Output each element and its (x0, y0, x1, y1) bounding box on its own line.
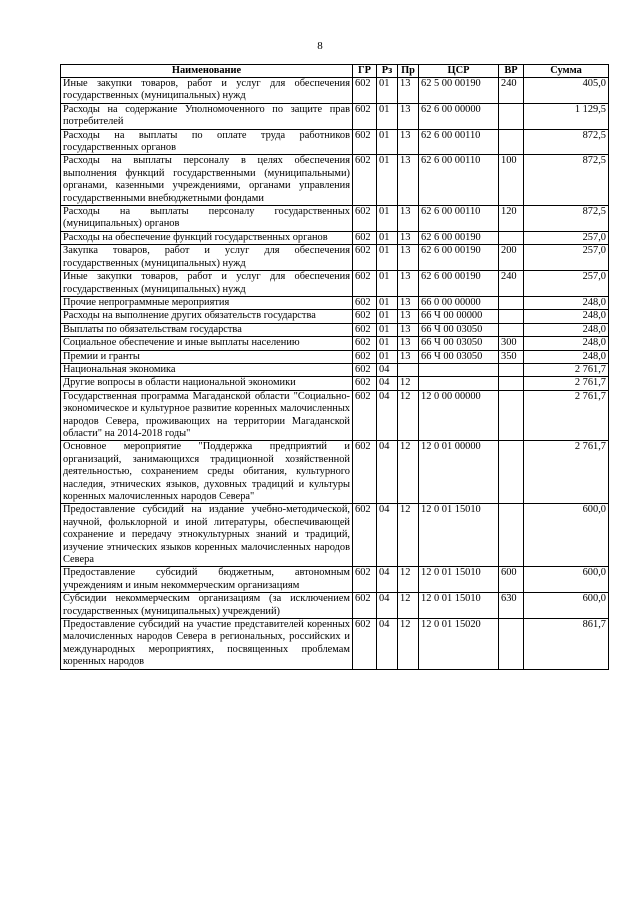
row-rz: 04 (377, 619, 398, 670)
row-pr: 12 (398, 593, 419, 619)
row-name: Расходы на выполнение других обязательств государства (61, 310, 353, 323)
row-gr: 602 (353, 567, 377, 593)
row-rz: 01 (377, 350, 398, 363)
row-sum: 2 761,7 (524, 441, 609, 504)
row-rz: 04 (377, 504, 398, 567)
row-gr: 602 (353, 363, 377, 376)
row-gr: 602 (353, 504, 377, 567)
row-name: Субсидии некоммерческим организациям (за исключением государственных (муниципальных) учреждений) (61, 593, 353, 619)
header-pr: Пр (398, 65, 419, 78)
row-gr: 602 (353, 377, 377, 390)
table-row (61, 441, 609, 504)
row-name: Расходы на обеспечение функций государственных органов (61, 231, 353, 244)
row-name: Расходы на выплаты по оплате труда работников государственных органов (61, 129, 353, 155)
row-csr: 66 0 00 00000 (419, 296, 499, 309)
row-vr (499, 129, 524, 155)
row-vr: 630 (499, 593, 524, 619)
row-gr: 602 (353, 323, 377, 336)
row-rz: 01 (377, 206, 398, 232)
row-vr (499, 619, 524, 670)
row-sum: 248,0 (524, 296, 609, 309)
row-gr: 602 (353, 296, 377, 309)
row-pr: 12 (398, 377, 419, 390)
table-row (61, 310, 609, 323)
row-name: Предоставление субсидий бюджетным, автономным учреждениям и иным некоммерческим организациям (61, 567, 353, 593)
row-name: Прочие непрограммные мероприятия (61, 296, 353, 309)
row-name: Государственная программа Магаданской области "Социально-экономическое и культурное развитие коренных малочисленных народов Севера, проживающих на территории Магаданской области" на 2014-2018 годы" (61, 390, 353, 441)
row-pr: 13 (398, 231, 419, 244)
row-sum: 257,0 (524, 245, 609, 271)
table-row (61, 350, 609, 363)
row-name: Предоставление субсидий на участие представителей коренных малочисленных народов Севера в региональных, российских и международных мероприятиях, посвященных проблемам коренных народов (61, 619, 353, 670)
row-gr: 602 (353, 103, 377, 129)
table-row (61, 504, 609, 567)
row-vr (499, 441, 524, 504)
row-rz: 04 (377, 390, 398, 441)
table-row (61, 206, 609, 232)
row-name: Выплаты по обязательствам государства (61, 323, 353, 336)
row-rz: 04 (377, 377, 398, 390)
row-csr: 12 0 01 15010 (419, 567, 499, 593)
row-sum: 405,0 (524, 78, 609, 104)
row-name: Расходы на выплаты персоналу в целях обеспечения выполнения функций государственными (муниципальными) органами, казенными учреждениями, органами управления государственными внебюджетными фондами (61, 155, 353, 206)
table-row (61, 129, 609, 155)
header-rz: Рз (377, 65, 398, 78)
row-vr (499, 504, 524, 567)
row-gr: 602 (353, 310, 377, 323)
row-vr (499, 310, 524, 323)
row-csr: 62 6 00 00190 (419, 231, 499, 244)
row-name: Основное мероприятие "Поддержка предприятий и организаций, занимающихся традиционной хозяйственной деятельностью, сохранением среды обитания, культурного наследия, этнических языков, духовных традиций и культуры коренных малочисленных народов Севера" (61, 441, 353, 504)
row-pr: 12 (398, 567, 419, 593)
row-gr: 602 (353, 78, 377, 104)
row-rz: 04 (377, 567, 398, 593)
row-rz: 01 (377, 310, 398, 323)
row-pr: 12 (398, 504, 419, 567)
row-rz: 01 (377, 323, 398, 336)
row-pr: 13 (398, 296, 419, 309)
row-pr: 13 (398, 129, 419, 155)
row-rz: 04 (377, 363, 398, 376)
row-sum: 257,0 (524, 271, 609, 297)
header-name: Наименование (61, 65, 353, 78)
row-sum: 257,0 (524, 231, 609, 244)
header-csr: ЦСР (419, 65, 499, 78)
row-name: Иные закупки товаров, работ и услуг для обеспечения государственных (муниципальных) нужд (61, 78, 353, 104)
row-pr: 13 (398, 155, 419, 206)
row-gr: 602 (353, 337, 377, 350)
row-csr: 66 Ч 00 03050 (419, 337, 499, 350)
row-gr: 602 (353, 350, 377, 363)
row-vr: 600 (499, 567, 524, 593)
budget-table (60, 64, 609, 670)
table-row (61, 155, 609, 206)
page-number: 8 (317, 40, 323, 52)
row-vr: 240 (499, 78, 524, 104)
row-name: Иные закупки товаров, работ и услуг для обеспечения государственных (муниципальных) нужд (61, 271, 353, 297)
table-row (61, 78, 609, 104)
row-csr: 12 0 00 00000 (419, 390, 499, 441)
row-csr: 12 0 01 00000 (419, 441, 499, 504)
row-csr: 66 Ч 00 03050 (419, 350, 499, 363)
row-pr: 13 (398, 245, 419, 271)
row-vr: 120 (499, 206, 524, 232)
row-sum: 248,0 (524, 350, 609, 363)
row-name: Национальная экономика (61, 363, 353, 376)
row-gr: 602 (353, 155, 377, 206)
row-name: Премии и гранты (61, 350, 353, 363)
row-sum: 872,5 (524, 155, 609, 206)
row-csr: 62 6 00 00110 (419, 206, 499, 232)
row-name: Другие вопросы в области национальной экономики (61, 377, 353, 390)
row-gr: 602 (353, 390, 377, 441)
row-rz: 01 (377, 78, 398, 104)
row-rz: 01 (377, 129, 398, 155)
row-sum: 248,0 (524, 337, 609, 350)
table-row (61, 337, 609, 350)
row-gr: 602 (353, 271, 377, 297)
row-sum: 600,0 (524, 504, 609, 567)
row-sum: 2 761,7 (524, 377, 609, 390)
row-sum: 872,5 (524, 129, 609, 155)
row-sum: 1 129,5 (524, 103, 609, 129)
row-vr: 100 (499, 155, 524, 206)
row-vr (499, 231, 524, 244)
row-vr (499, 103, 524, 129)
row-csr: 12 0 01 15010 (419, 504, 499, 567)
table-row (61, 271, 609, 297)
row-gr: 602 (353, 441, 377, 504)
row-rz: 04 (377, 441, 398, 504)
row-csr: 66 Ч 00 00000 (419, 310, 499, 323)
row-vr: 240 (499, 271, 524, 297)
row-rz: 01 (377, 155, 398, 206)
row-vr: 300 (499, 337, 524, 350)
row-sum: 248,0 (524, 310, 609, 323)
row-sum: 600,0 (524, 593, 609, 619)
row-rz: 01 (377, 103, 398, 129)
table-header-row (61, 65, 609, 78)
row-rz: 04 (377, 593, 398, 619)
row-sum: 861,7 (524, 619, 609, 670)
row-rz: 01 (377, 296, 398, 309)
row-csr: 12 0 01 15010 (419, 593, 499, 619)
row-csr: 62 6 00 00000 (419, 103, 499, 129)
row-sum: 872,5 (524, 206, 609, 232)
table-row (61, 103, 609, 129)
row-pr: 12 (398, 441, 419, 504)
row-csr: 66 Ч 00 03050 (419, 323, 499, 336)
row-gr: 602 (353, 231, 377, 244)
row-csr (419, 377, 499, 390)
row-name: Закупка товаров, работ и услуг для обеспечения государственных (муниципальных) нужд (61, 245, 353, 271)
row-csr: 62 6 00 00190 (419, 245, 499, 271)
header-gr: ГР (353, 65, 377, 78)
table-row (61, 323, 609, 336)
table-row (61, 377, 609, 390)
row-pr: 12 (398, 390, 419, 441)
row-vr: 200 (499, 245, 524, 271)
row-csr: 62 6 00 00110 (419, 155, 499, 206)
row-pr: 13 (398, 337, 419, 350)
table-row (61, 567, 609, 593)
table-row (61, 231, 609, 244)
row-pr: 13 (398, 271, 419, 297)
row-vr (499, 323, 524, 336)
table-row (61, 619, 609, 670)
row-gr: 602 (353, 245, 377, 271)
row-sum: 600,0 (524, 567, 609, 593)
row-name: Расходы на выплаты персоналу государственных (муниципальных) органов (61, 206, 353, 232)
row-pr: 13 (398, 78, 419, 104)
row-vr (499, 296, 524, 309)
row-sum: 2 761,7 (524, 363, 609, 376)
table-row (61, 593, 609, 619)
row-pr (398, 363, 419, 376)
row-rz: 01 (377, 245, 398, 271)
table-row (61, 296, 609, 309)
row-vr: 350 (499, 350, 524, 363)
row-pr: 12 (398, 619, 419, 670)
row-pr: 13 (398, 103, 419, 129)
row-rz: 01 (377, 271, 398, 297)
table-row (61, 390, 609, 441)
row-csr: 12 0 01 15020 (419, 619, 499, 670)
header-sum: Сумма (524, 65, 609, 78)
row-csr: 62 5 00 00190 (419, 78, 499, 104)
row-gr: 602 (353, 129, 377, 155)
row-gr: 602 (353, 206, 377, 232)
row-pr: 13 (398, 310, 419, 323)
header-vr: ВР (499, 65, 524, 78)
row-vr (499, 377, 524, 390)
row-vr (499, 390, 524, 441)
row-rz: 01 (377, 231, 398, 244)
row-name: Социальное обеспечение и иные выплаты населению (61, 337, 353, 350)
row-gr: 602 (353, 593, 377, 619)
row-vr (499, 363, 524, 376)
table-row (61, 245, 609, 271)
row-csr: 62 6 00 00190 (419, 271, 499, 297)
row-pr: 13 (398, 206, 419, 232)
row-pr: 13 (398, 350, 419, 363)
row-gr: 602 (353, 619, 377, 670)
row-csr (419, 363, 499, 376)
row-pr: 13 (398, 323, 419, 336)
row-sum: 2 761,7 (524, 390, 609, 441)
row-sum: 248,0 (524, 323, 609, 336)
row-name: Предоставление субсидий на издание учебно-методической, научной, фольклорной и иной литературы, обеспечивающей сохранение и передачу этнокультурных знаний и традиций, изучение этнических языков коренных малочисленных народов Севера (61, 504, 353, 567)
row-csr: 62 6 00 00110 (419, 129, 499, 155)
row-name: Расходы на содержание Уполномоченного по защите прав потребителей (61, 103, 353, 129)
table-row (61, 363, 609, 376)
row-rz: 01 (377, 337, 398, 350)
